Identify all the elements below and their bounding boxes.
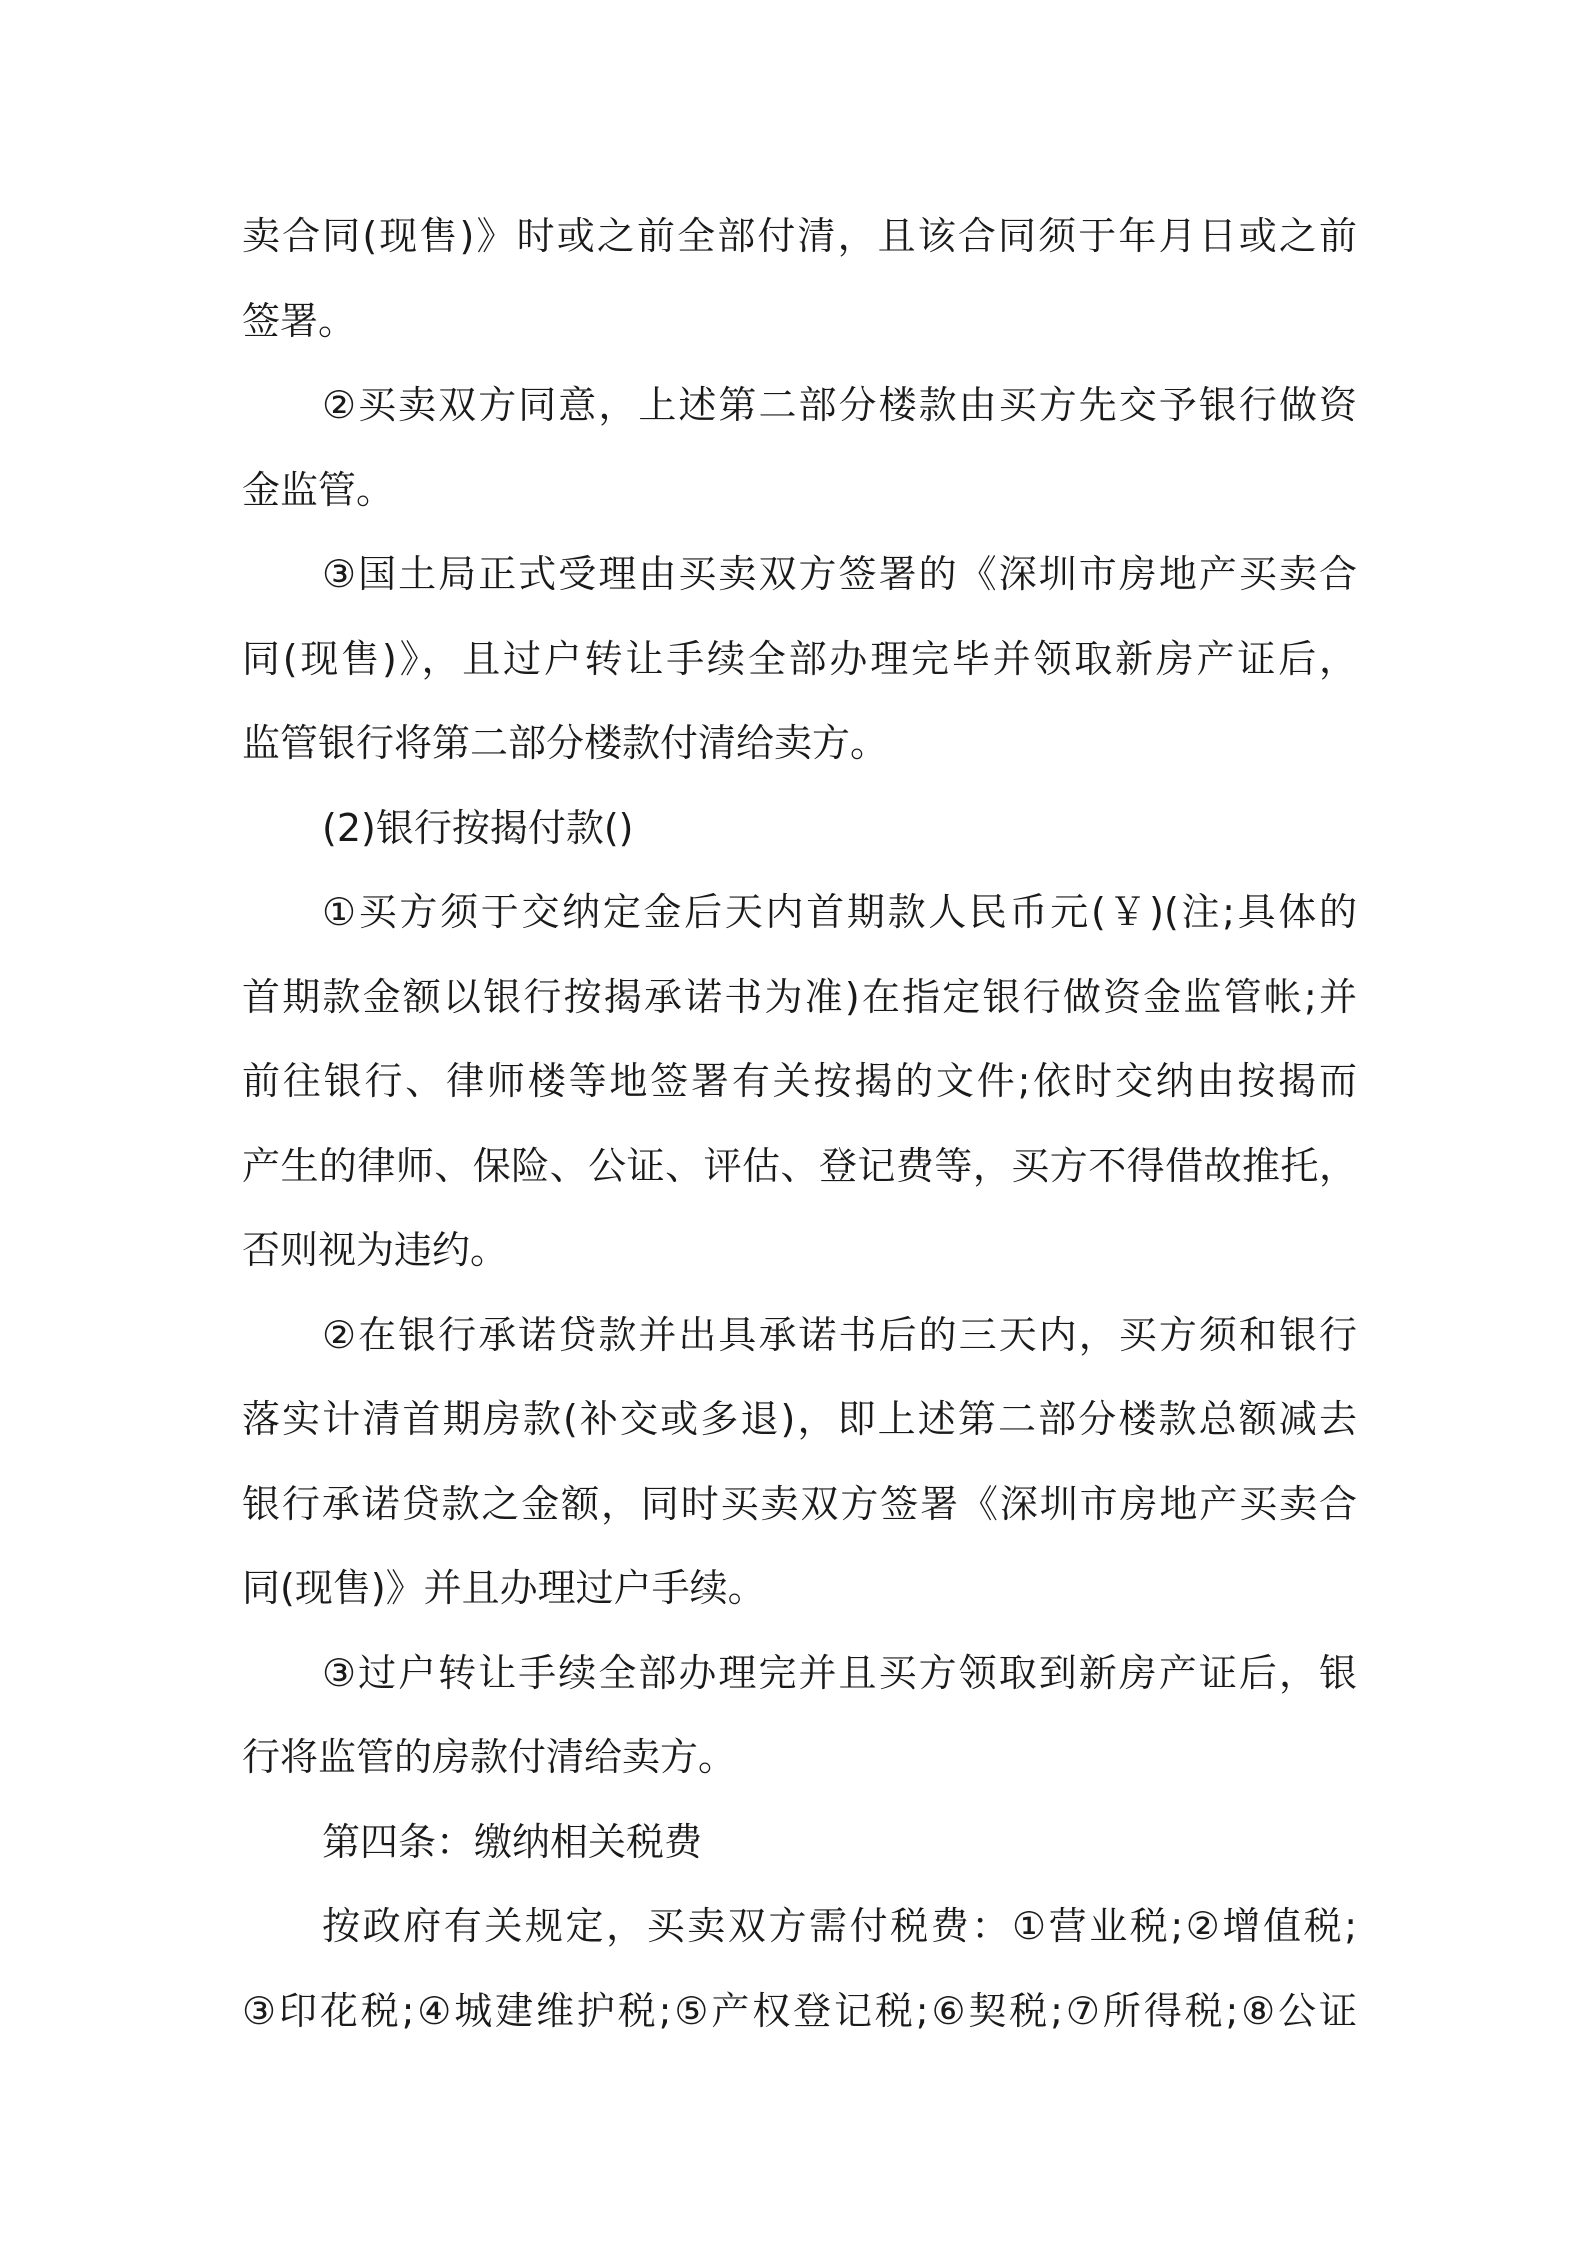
text-line: ②买卖双方同意，上述第二部分楼款由买方先交予银行做资 <box>322 383 1357 427</box>
text-line: 监管银行将第二部分楼款付清给卖方。 <box>242 721 889 765</box>
text-line: 签署。 <box>242 298 357 343</box>
text-line: ①买方须于交纳定金后天内首期款人民币元(￥)(注;具体的 <box>322 890 1357 934</box>
text-line: 卖合同(现售)》时或之前全部付清，且该合同须于年月日或之前 <box>242 214 1357 258</box>
text-line: 同(现售)》，且过户转让手续全部办理完毕并领取新房产证后， <box>242 636 1357 681</box>
text-line: 行将监管的房款付清给卖方。 <box>242 1735 737 1779</box>
text-line: ③印花税;④城建维护税;⑤产权登记税;⑥契税;⑦所得税;⑧公证 <box>242 1988 1357 2033</box>
text-line: ②在银行承诺贷款并出具承诺书后的三天内，买方须和银行 <box>322 1312 1357 1357</box>
text-line: 银行承诺贷款之金额，同时买卖双方签署《深圳市房地产买卖合 <box>242 1481 1357 1526</box>
text-line: 同(现售)》并且办理过户手续。 <box>242 1566 766 1610</box>
text-line: 产生的律师、保险、公证、评估、登记费等，买方不得借故推托， <box>242 1143 1357 1188</box>
document-page <box>242 194 1357 2053</box>
text-line: 否则视为违约。 <box>242 1228 509 1272</box>
text-line: ③国土局正式受理由买卖双方签署的《深圳市房地产买卖合 <box>322 552 1357 596</box>
text-line: ③过户转让手续全部办理完并且买方领取到新房产证后，银 <box>322 1650 1357 1695</box>
text-line: 金监管。 <box>242 467 395 512</box>
text-line: 按政府有关规定，买卖双方需付税费：①营业税;②增值税; <box>322 1904 1357 1948</box>
text-line: 首期款金额以银行按揭承诺书为准)在指定银行做资金监管帐;并 <box>242 974 1357 1019</box>
text-line: 第四条：缴纳相关税费 <box>322 1819 703 1864</box>
text-line: 前往银行、律师楼等地签署有关按揭的文件;依时交纳由按揭而 <box>242 1059 1357 1103</box>
text-line: 落实计清首期房款(补交或多退)，即上述第二部分楼款总额减去 <box>242 1397 1357 1441</box>
text-line: (2)银行按揭付款() <box>322 805 634 850</box>
